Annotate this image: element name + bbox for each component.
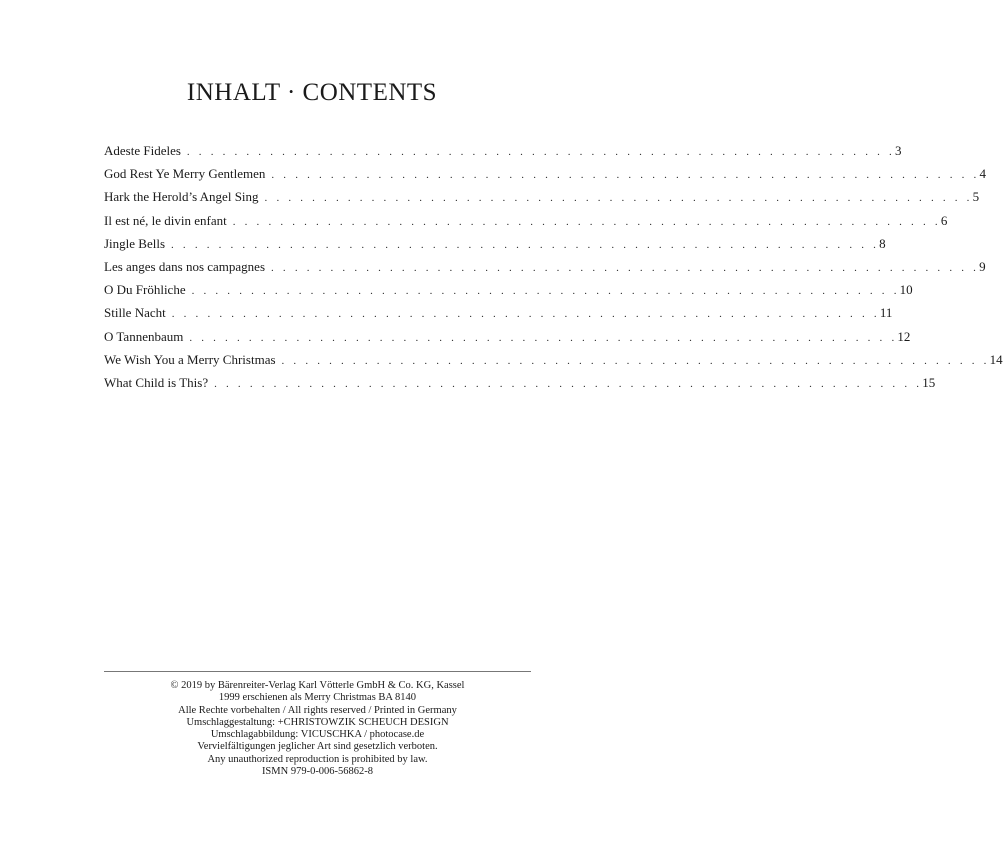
- toc-leader-dots: . . . . . . . . . . . . . . . . . . . . . . . . . . . . . . . . . . . . . . . . . . . . . . . . . . . . . . . . . . . .: [191, 285, 900, 298]
- toc-entry-title: Adeste Fideles: [104, 143, 181, 158]
- toc-entry: [104, 189, 980, 212]
- page-title: INHALT · CONTENTS: [186, 78, 438, 106]
- toc-entry-page: 5: [972, 189, 980, 205]
- toc-entry-page: 14: [989, 351, 1003, 367]
- toc-entry-title: O Du Fröhliche: [104, 282, 186, 298]
- toc-entry-page: 10: [899, 282, 913, 298]
- toc-entry: [104, 351, 1003, 375]
- toc-entry-title: Jingle Bells: [104, 235, 166, 251]
- toc-entry: [104, 328, 911, 352]
- imprint-line: Vervielfältigungen jeglicher Art sind gesetzlich verboten.: [197, 741, 438, 753]
- toc-entry: [104, 235, 886, 259]
- toc-leader-dots: . . . . . . . . . . . . . . . . . . . . . . . . . . . . . . . . . . . . . . . . . . . . . . . . . . . . . . . . . . . .: [214, 377, 923, 390]
- imprint-line: ISMN 979-0-006-56862-8: [261, 766, 374, 778]
- toc-leader-dots: . . . . . . . . . . . . . . . . . . . . . . . . . . . . . . . . . . . . . . . . . . . . . . . . . . . . . . . . . . . .: [271, 169, 980, 182]
- toc-entry: [104, 374, 936, 398]
- toc-entry-page: 4: [979, 166, 986, 182]
- toc-entry-page: 15: [922, 374, 936, 390]
- imprint-line: Umschlaggestaltung: +CHRISTOWZIK SCHEUCH DESIGN: [186, 716, 449, 728]
- toc-entry: [104, 305, 893, 328]
- toc-leader-dots: . . . . . . . . . . . . . . . . . . . . . . . . . . . . . . . . . . . . . . . . . . . . . . . . . . . . . . . . . . . .: [171, 308, 880, 321]
- table-of-contents: [104, 143, 1003, 398]
- imprint-divider: [104, 671, 531, 672]
- imprint-block: [104, 680, 531, 778]
- toc-entry-title: Il est né, le divin enfant: [104, 212, 227, 228]
- toc-entry: [104, 143, 902, 166]
- imprint-line: Umschlagabbildung: VICUSCHKA / photocase.de: [210, 729, 425, 741]
- toc-leader-dots: . . . . . . . . . . . . . . . . . . . . . . . . . . . . . . . . . . . . . . . . . . . . . . . . . . . . . . . . . . . .: [232, 215, 941, 228]
- imprint-line: 1999 erschienen als Merry Christmas BA 8140: [218, 692, 417, 704]
- imprint-line: Alle Rechte vorbehalten / All rights reserved / Printed in Germany: [178, 704, 457, 716]
- toc-entry-page: 9: [979, 258, 986, 274]
- toc-leader-dots: . . . . . . . . . . . . . . . . . . . . . . . . . . . . . . . . . . . . . . . . . . . . . . . . . . . . . . . . . . . .: [171, 238, 880, 251]
- toc-leader-dots: . . . . . . . . . . . . . . . . . . . . . . . . . . . . . . . . . . . . . . . . . . . . . . . . . . . . . . . . . . . .: [189, 331, 898, 344]
- toc-entry-page: 8: [879, 235, 886, 251]
- toc-leader-dots: . . . . . . . . . . . . . . . . . . . . . . . . . . . . . . . . . . . . . . . . . . . . . . . . . . . . . . . . . . . .: [186, 146, 895, 158]
- toc-entry: [104, 212, 948, 236]
- toc-entry-page: 11: [879, 305, 893, 321]
- imprint-line: Any unauthorized reproduction is prohibited by law.: [207, 753, 428, 765]
- toc-entry-title: Stille Nacht: [104, 305, 166, 321]
- toc-leader-dots: . . . . . . . . . . . . . . . . . . . . . . . . . . . . . . . . . . . . . . . . . . . . . . . . . . . . . . . . . . . .: [281, 354, 990, 367]
- toc-entry-title: What Child is This?: [104, 374, 209, 390]
- toc-entry-page: 6: [940, 212, 948, 228]
- toc-entry-title: O Tannenbaum: [104, 328, 184, 344]
- toc-leader-dots: . . . . . . . . . . . . . . . . . . . . . . . . . . . . . . . . . . . . . . . . . . . . . . . . . . . . . . . . . . . .: [271, 261, 980, 274]
- toc-entry-title: We Wish You a Merry Christmas: [104, 351, 276, 367]
- toc-entry: [104, 258, 986, 282]
- toc-entry-title: Les anges dans nos campagnes: [104, 258, 266, 274]
- toc-entry-page: 3: [894, 143, 902, 158]
- toc-entry: [104, 166, 986, 189]
- toc-entry-page: 12: [897, 328, 911, 344]
- imprint-line: © 2019 by Bärenreiter-Verlag Karl Vötterle GmbH & Co. KG, Kassel: [170, 680, 465, 691]
- toc-entry-title: Hark the Herold’s Angel Sing: [104, 189, 259, 205]
- toc-leader-dots: . . . . . . . . . . . . . . . . . . . . . . . . . . . . . . . . . . . . . . . . . . . . . . . . . . . . . . . . . . . .: [264, 192, 973, 205]
- toc-entry-title: God Rest Ye Merry Gentlemen: [104, 166, 266, 182]
- toc-entry: [104, 282, 913, 305]
